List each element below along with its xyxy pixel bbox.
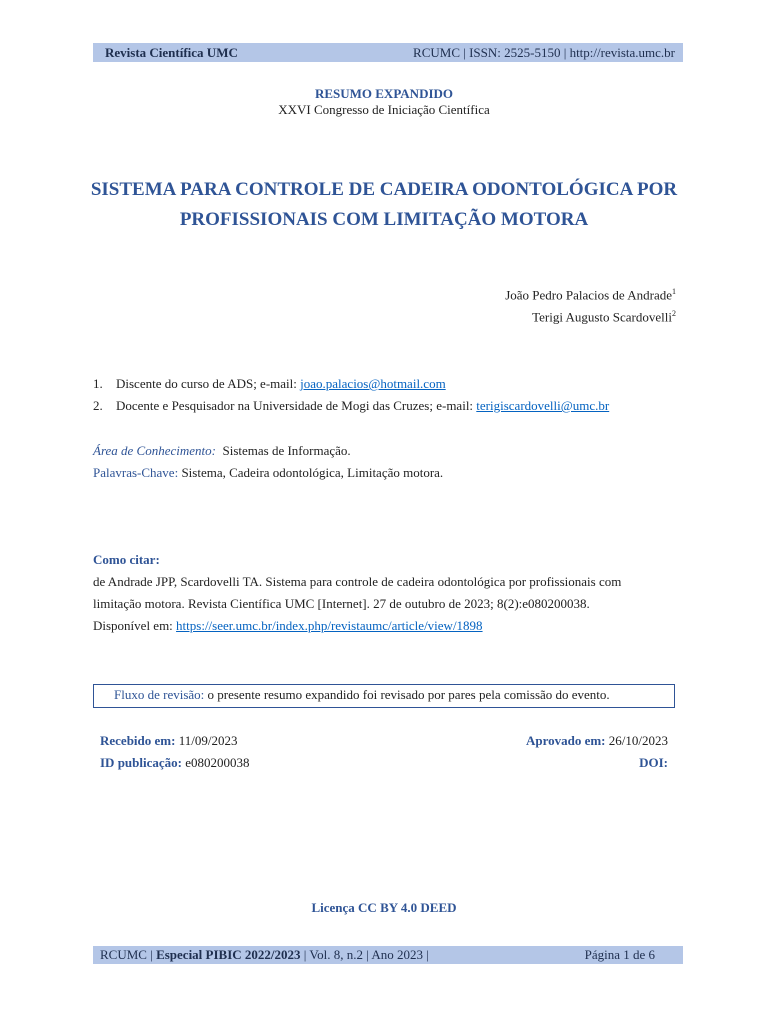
footer-special: Especial PIBIC 2022/2023 [156, 947, 301, 962]
footer-suffix: | Vol. 8, n.2 | Ano 2023 | [300, 947, 429, 962]
review-box [93, 684, 675, 708]
license: Licença CC BY 4.0 DEED [311, 900, 457, 915]
publication-id-label: ID publicação: [100, 755, 182, 770]
footnote-2 [93, 398, 609, 414]
footnote-2-number: 2. [93, 398, 103, 413]
keywords [93, 465, 443, 481]
author-2-name: Terigi Augusto Scardovelli [532, 309, 672, 325]
citation-available: Disponível em: [93, 618, 177, 633]
received-label: Recebido em: [100, 733, 176, 748]
received-value: 11/09/2023 [178, 733, 238, 748]
footnote-1-email-link[interactable]: joao.palacios@hotmail.com [300, 376, 446, 391]
cite-label: Como citar: [93, 552, 160, 567]
author-1-sup: 1 [672, 287, 676, 296]
keywords-label: Palavras-Chave: [93, 465, 179, 480]
footer-info [100, 946, 429, 964]
doi [639, 755, 668, 771]
knowledge-area [93, 443, 351, 459]
keywords-value: Sistema, Cadeira odontológica, Limitação motora. [181, 465, 444, 480]
title-line-2: PROFISSIONAIS COM LIMITAÇÃO MOTORA [179, 209, 589, 230]
author-1-name: João Pedro Palacios de Andrade [505, 287, 672, 303]
knowledge-area-label: Área de Conhecimento: [93, 443, 216, 458]
title-line-1: SISTEMA PARA CONTROLE DE CADEIRA ODONTOLÓGICA POR [90, 179, 678, 200]
page-number: Página 1 de 6 [584, 947, 655, 962]
journal-issn: RCUMC | ISSN: 2525-5150 | http://revista.umc.br [413, 45, 675, 60]
citation-url-link[interactable]: https://seer.umc.br/index.php/revistaumc/article/view/1898 [176, 618, 483, 633]
footnote-1-text: Discente do curso de ADS; e-mail: [116, 376, 301, 391]
author-2 [532, 309, 676, 325]
citation-line-2: limitação motora. Revista Científica UMC [Internet]. 27 de outubro de 2023; 8(2):e080200038. [93, 596, 590, 611]
document-type: RESUMO EXPANDIDO [314, 86, 454, 101]
page-footer [93, 946, 683, 964]
congress-name: XXVI Congresso de Iniciação Científica [278, 102, 490, 117]
footnote-1-number: 1. [93, 376, 103, 391]
approved-label: Aprovado em: [525, 733, 606, 748]
author-1 [505, 287, 676, 303]
footnote-2-text: Docente e Pesquisador na Universidade de Mogi das Cruzes; e-mail: [116, 398, 477, 413]
footnote-2-email-link[interactable]: terigiscardovelli@umc.br [476, 398, 610, 413]
footnote-1 [93, 376, 446, 392]
doi-label: DOI: [639, 755, 668, 770]
citation-line-3 [93, 615, 693, 637]
knowledge-area-value: Sistemas de Informação. [222, 443, 351, 458]
publication-id [100, 755, 250, 771]
citation-text [93, 571, 693, 637]
footer-prefix: RCUMC | [100, 947, 157, 962]
journal-name: Revista Científica UMC [105, 45, 238, 60]
review-text: o presente resumo expandido foi revisado por pares pela comissão do evento. [207, 687, 610, 702]
publication-id-value: e080200038 [185, 755, 250, 770]
author-2-sup: 2 [672, 309, 676, 318]
page-header [93, 43, 683, 62]
approved-value: 26/10/2023 [608, 733, 668, 748]
approved-date [526, 733, 668, 749]
article-title [0, 175, 768, 235]
received-date [100, 733, 237, 749]
citation-line-1: de Andrade JPP, Scardovelli TA. Sistema para controle de cadeira odontológica por profissionais com [93, 574, 622, 589]
review-label: Fluxo de revisão: [114, 687, 205, 702]
